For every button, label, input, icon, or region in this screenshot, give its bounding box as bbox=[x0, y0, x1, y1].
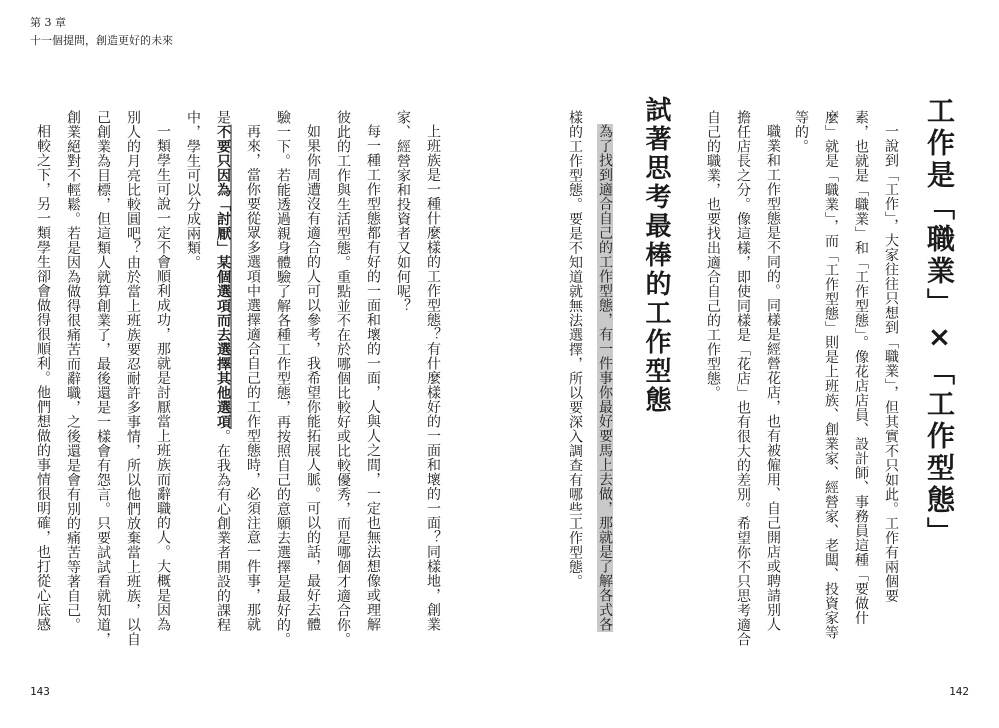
section-title: 試著思考最棒的工作型態 bbox=[641, 96, 671, 415]
left-line-2: 家、經營家和投資者又如何呢？ bbox=[395, 110, 411, 313]
left-line-6: 驗一下。若能透過親身體驗了解各種工作型態，再按照自己的意願去選擇是最好的。 bbox=[275, 110, 291, 647]
right-para2-line3: 自己的職業，也要找出適合自己的工作型態。 bbox=[705, 110, 721, 400]
left-line-7: 再來，當你要從眾多選項中選擇適合自己的工作型態時，必須注意一件事，那就 bbox=[245, 124, 261, 632]
right-para1-line2: 素，也就是「職業」和「工作型態」。像花店店員、設計師、事務員這種「要做什 bbox=[853, 110, 869, 625]
left-line-10: 別人的月亮比較圓吧？由於當上班族要忍耐許多事情，所以他們放棄當上班族，以自 bbox=[125, 110, 141, 647]
right-page-title: 工作是「職業」×「工作型態」 bbox=[923, 96, 956, 549]
left-line-4: 彼此的工作與生活型態。重點並不在於哪個比較好或比較優秀，而是哪個才適合你。 bbox=[335, 110, 351, 647]
left-line-8: 中，學生可以分成兩類。 bbox=[185, 110, 201, 270]
right-para2-line1: 職業和工作型態是不同的。同樣是經營花店，也有被僱用、自己開店或聘請別人 bbox=[765, 124, 781, 632]
left-line-emph bbox=[214, 110, 232, 632]
right-para1-line1: 一說到「工作」，大家往往只想到「職業」，但其實不只如此。工作有兩個要 bbox=[883, 124, 899, 603]
page-number-right: 142 bbox=[949, 685, 969, 698]
chapter-subtitle: 十一個提問，創造更好的未來 bbox=[30, 34, 173, 47]
left-line-9: 一類學生可說一定不會順利成功，那就是討厭當上班族而辭職的人。大概是因為 bbox=[155, 124, 171, 632]
highlight-text: 為了找到適合自己的工作型態，有一件事你最好要馬上去做，那就是了解各式各 bbox=[597, 124, 613, 632]
emph-text: 不要只因為「討厭」某個選項而去選擇其他選項 bbox=[215, 124, 231, 429]
left-line-5: 如果你周遭沒有適合的人可以參考，我希望你能拓展人脈。可以的話，最好去體 bbox=[305, 124, 321, 632]
left-line-12: 創業絕對不輕鬆。若是因為做得很痛苦而辭職，之後還是會有別的痛苦等著自己。 bbox=[65, 110, 81, 632]
right-para1-line3: 麼」就是「職業」，而「工作型態」則是上班族、創業家、經營家、老闆、投資家等 bbox=[823, 110, 839, 640]
chapter-number: 第 3 章 bbox=[30, 16, 66, 29]
page-number-left: 143 bbox=[30, 685, 50, 698]
emph-prefix: 是 bbox=[215, 110, 231, 125]
section-lead-highlight bbox=[596, 124, 614, 632]
emph-suffix: 。在我為有心創業者開設的課程 bbox=[215, 429, 231, 632]
left-line-3: 每一種工作型態都有好的一面和壞的一面，人與人之間，一定也無法想像或理解 bbox=[365, 124, 381, 632]
right-para1-line4: 等的。 bbox=[793, 110, 809, 154]
right-para2-line2: 擔任店長之分。像這樣，即使同樣是「花店」也有很大的差別。希望你不只思考適合 bbox=[735, 110, 751, 647]
left-line-13: 相較之下，另一類學生卻會做得很順利。他們想做的事情很明確，也打從心底感 bbox=[35, 124, 51, 632]
left-line-1: 上班族是一種什麼樣的工作型態？有什麼樣好的一面和壞的一面？同樣地，創業 bbox=[425, 124, 441, 632]
section-lead-rest: 樣的工作型態。要是不知道就無法選擇，所以要深入調查有哪些工作型態。 bbox=[567, 110, 583, 589]
left-line-11: 己創業為目標，但這類人就算創業了，最後還是一樣會有怨言。只要試試看就知道， bbox=[95, 110, 111, 647]
